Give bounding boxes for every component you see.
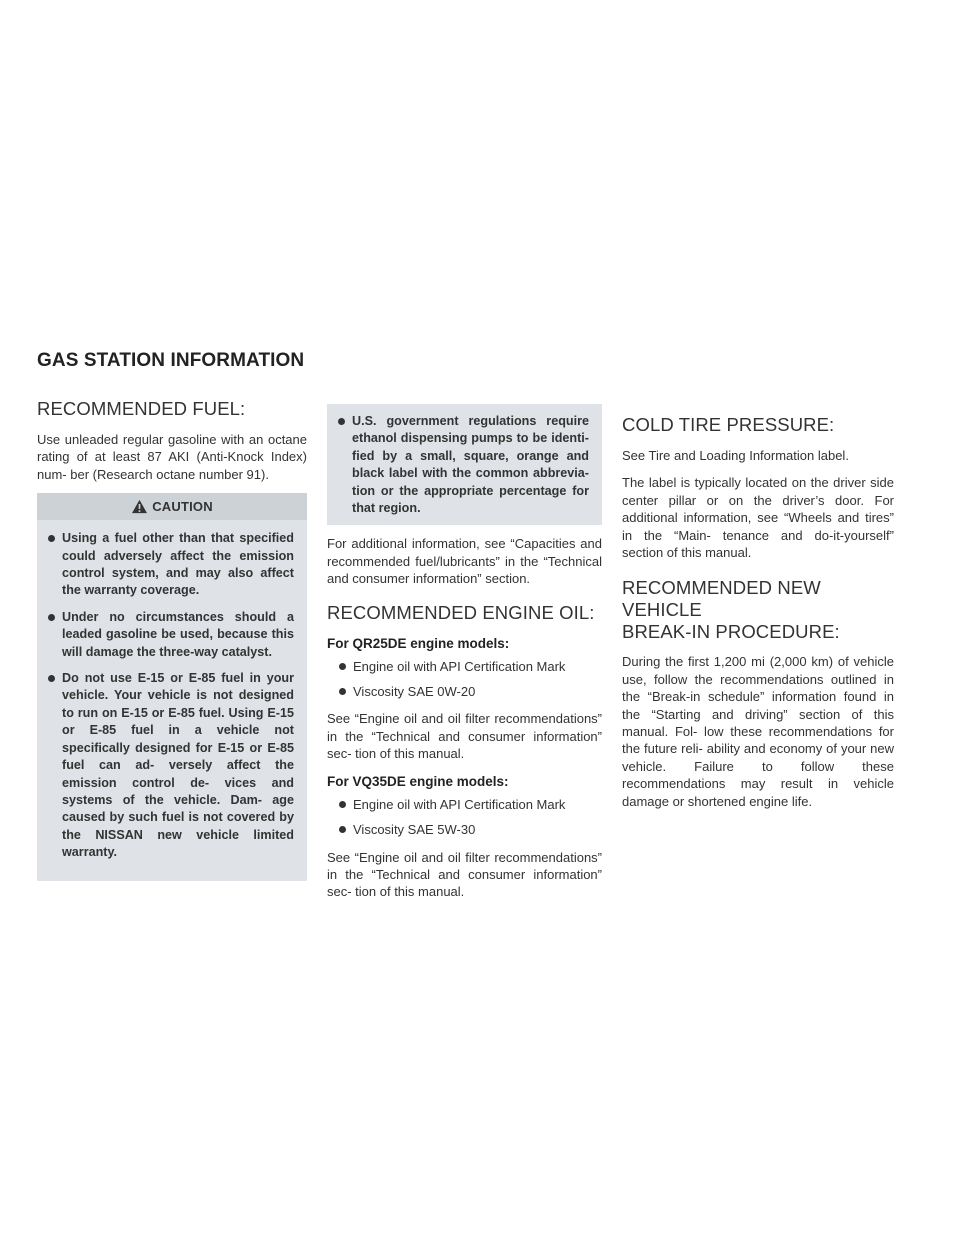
column-middle (327, 404, 602, 911)
caution-item-text: Under no circumstances should a leaded gasoline be used, because this will damage the three-way catalyst. (62, 609, 294, 659)
section-title-engine-oil: RECOMMENDED ENGINE OIL: (327, 601, 595, 623)
vq35de-list (327, 796, 602, 839)
list-item-text: Engine oil with API Certification Mark (353, 796, 566, 812)
vq35de-label: For VQ35DE engine models: (327, 773, 509, 789)
column-right (622, 414, 894, 820)
break-in-paragraph: During the first 1,200 mi (2,000 km) of vehicle use, follow the recommendations outlined in the “Break-in schedule” information found in the “Starting and driving” section of this manual. Fol- low these recommendations for the future reli- ability and economy of your new vehicle. Failure to follow these recommendations may result in vehicle damage or shortened engine life. (622, 654, 894, 809)
bullet-icon (339, 826, 346, 833)
tire-paragraph-2: The label is typically located on the driver side center pillar or on the driver’s door. For additional information, see “Wheels and tires” in the “Main- tenance and do-it-yourself” section of this manual. (622, 475, 894, 561)
caution-item (338, 413, 589, 517)
vq35de-note: See “Engine oil and oil filter recommendations” in the “Technical and consumer information” sec- tion of this manual. (327, 849, 602, 900)
bullet-icon (339, 663, 346, 670)
tire-paragraph-1: See Tire and Loading Information label. (622, 448, 849, 463)
caution-item-text: U.S. government regulations require ethanol dispensing pumps to be identi- fied by a small, square, orange and black label with the common abbrevia- tion or the appropriate percentage for that region. (352, 414, 589, 516)
section-title-recommended-fuel: RECOMMENDED FUEL: (37, 398, 246, 419)
caution-box-continued (327, 404, 602, 525)
list-item (339, 658, 602, 675)
list-item (339, 821, 602, 838)
qr25de-label: For QR25DE engine models: (327, 635, 510, 651)
bullet-icon (48, 675, 55, 682)
bullet-icon (339, 801, 346, 808)
caution-box (37, 493, 307, 880)
qr25de-note: See “Engine oil and oil filter recommendations” in the “Technical and consumer information” sec- tion of this manual. (327, 711, 602, 762)
page-heading: GAS STATION INFORMATION (37, 350, 305, 371)
qr25de-list (327, 658, 602, 701)
section-title-cold-tire-pressure: COLD TIRE PRESSURE: (622, 414, 835, 435)
bullet-icon (338, 418, 345, 425)
caution-item-text: Do not use E-15 or E-85 fuel in your vehicle. Your vehicle is not designed to run on E-15 or E-85 fuel. Using E-15 or E-85 fuel in a vehicle not specifically designed for E-15 or E-85 fuel can ad- versely affect the emission control de- vices and systems of the vehicle. Dam- age caused by such fuel is not covered by the NISSAN new vehicle limited warranty. (62, 671, 294, 860)
caution-list (37, 530, 307, 861)
warning-triangle-icon (131, 499, 148, 514)
bullet-icon (339, 688, 346, 695)
caution-item-text: Using a fuel other than that specified could adversely affect the emission control system, and may also affect the warranty coverage. (62, 531, 294, 598)
break-in-title-line-1: RECOMMENDED NEW VEHICLE (622, 577, 821, 621)
caution-label: CAUTION (152, 499, 213, 515)
list-item (339, 683, 602, 700)
caution-item (48, 530, 294, 600)
break-in-title-line-2: BREAK-IN PROCEDURE: (622, 621, 840, 643)
list-item (339, 796, 602, 813)
fuel-paragraph: Use unleaded regular gasoline with an octane rating of at least 87 AKI (Anti-Knock Index) num- ber (Research octane number 91). (37, 432, 307, 482)
section-title-break-in (622, 577, 894, 643)
list-item-text: Viscosity SAE 0W-20 (353, 684, 476, 700)
fuel-more-info: For additional information, see “Capacities and recommended fuel/lubricants” in the “Technical and consumer information” section. (327, 536, 602, 587)
caution-header (37, 493, 307, 520)
caution-item (48, 670, 294, 861)
caution-item (48, 609, 294, 661)
bullet-icon (48, 614, 55, 621)
bullet-icon (48, 535, 55, 542)
list-item-text: Engine oil with API Certification Mark (353, 658, 566, 674)
column-left (37, 398, 307, 881)
list-item-text: Viscosity SAE 5W-30 (353, 822, 476, 838)
